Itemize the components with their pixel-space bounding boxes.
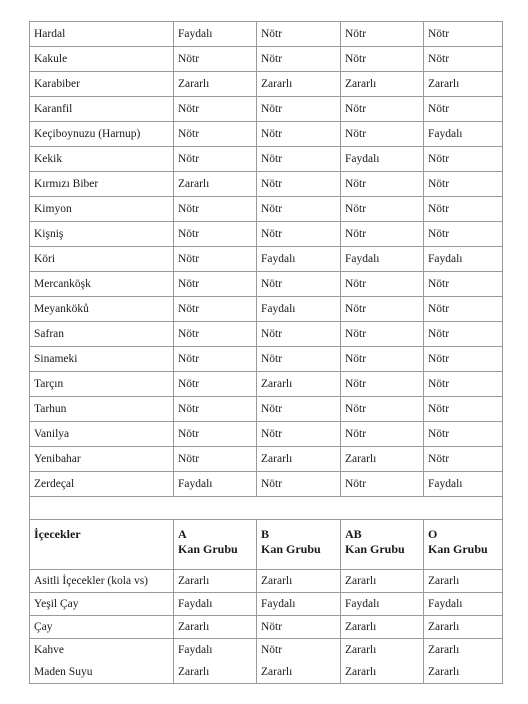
table-row — [30, 22, 503, 47]
table-row — [30, 397, 503, 422]
rating-cell: Faydalı — [174, 593, 257, 616]
rating-cell: Zararlı — [174, 570, 257, 593]
rating-cell: Faydalı — [341, 247, 424, 272]
table-row — [30, 616, 503, 639]
item-name-cell: Sinameki — [30, 347, 174, 372]
rating-cell: Nötr — [424, 347, 503, 372]
table-row — [30, 222, 503, 247]
rating-cell: Zararlı — [257, 447, 341, 472]
item-name-cell: Karanfil — [30, 97, 174, 122]
table-row — [30, 661, 503, 684]
rating-cell: Nötr — [174, 147, 257, 172]
rating-cell: Nötr — [424, 447, 503, 472]
table-row — [30, 472, 503, 497]
rating-cell: Nötr — [341, 97, 424, 122]
rating-cell: Nötr — [257, 47, 341, 72]
rating-cell: Nötr — [174, 372, 257, 397]
group-text: Kan Grubu — [345, 542, 405, 556]
rating-cell: Nötr — [424, 272, 503, 297]
table-row — [30, 122, 503, 147]
table-row — [30, 172, 503, 197]
rating-cell: Nötr — [341, 397, 424, 422]
rating-cell: Zararlı — [341, 616, 424, 639]
rating-cell: Nötr — [341, 372, 424, 397]
rating-cell: Nötr — [341, 422, 424, 447]
spacer-cell — [30, 497, 503, 520]
rating-cell: Faydalı — [174, 22, 257, 47]
header-group-o — [424, 520, 503, 570]
rating-cell: Nötr — [424, 97, 503, 122]
rating-cell: Nötr — [257, 347, 341, 372]
rating-cell: Zararlı — [174, 72, 257, 97]
rating-cell: Nötr — [424, 147, 503, 172]
rating-cell: Nötr — [257, 472, 341, 497]
rating-cell: Nötr — [174, 297, 257, 322]
rating-cell: Nötr — [424, 47, 503, 72]
item-name-cell: Maden Suyu — [30, 661, 174, 684]
rating-cell: Nötr — [341, 297, 424, 322]
rating-cell: Zararlı — [341, 639, 424, 662]
item-name-cell: Safran — [30, 322, 174, 347]
rating-cell: Zararlı — [257, 570, 341, 593]
spacer-row — [30, 497, 503, 520]
rating-cell: Nötr — [174, 422, 257, 447]
group-letter: AB — [345, 527, 362, 541]
rating-cell: Nötr — [424, 372, 503, 397]
rating-cell: Faydalı — [424, 122, 503, 147]
item-name-cell: Kişniş — [30, 222, 174, 247]
rating-cell: Nötr — [424, 22, 503, 47]
rating-cell: Nötr — [174, 97, 257, 122]
rating-cell: Nötr — [424, 222, 503, 247]
rating-cell: Zararlı — [424, 72, 503, 97]
group-letter: B — [261, 527, 270, 541]
table-row — [30, 72, 503, 97]
rating-cell: Nötr — [174, 222, 257, 247]
item-name-cell: Asitli İçecekler (kola vs) — [30, 570, 174, 593]
item-name-cell: Hardal — [30, 22, 174, 47]
table-row — [30, 97, 503, 122]
item-name-cell: Kekik — [30, 147, 174, 172]
rating-cell: Faydalı — [424, 247, 503, 272]
item-name-cell: Mercanköşk — [30, 272, 174, 297]
rating-cell: Faydalı — [341, 593, 424, 616]
rating-cell: Nötr — [257, 97, 341, 122]
group-letter: A — [178, 527, 187, 541]
group-text: Kan Grubu — [428, 542, 488, 556]
drinks-header-label: İçecekler — [30, 520, 174, 570]
rating-cell: Nötr — [257, 639, 341, 662]
table-row — [30, 322, 503, 347]
table-row — [30, 570, 503, 593]
rating-cell: Nötr — [424, 422, 503, 447]
rating-cell: Nötr — [257, 172, 341, 197]
rating-cell: Nötr — [174, 322, 257, 347]
spice-rows — [30, 22, 503, 497]
item-name-cell: Tarçın — [30, 372, 174, 397]
rating-cell: Nötr — [341, 347, 424, 372]
group-text: Kan Grubu — [261, 542, 321, 556]
rating-cell: Nötr — [257, 422, 341, 447]
rating-cell: Nötr — [341, 22, 424, 47]
table-row — [30, 447, 503, 472]
rating-cell: Zararlı — [424, 661, 503, 684]
rating-cell: Zararlı — [174, 172, 257, 197]
rating-cell: Nötr — [341, 472, 424, 497]
rating-cell: Nötr — [341, 172, 424, 197]
table-row — [30, 272, 503, 297]
header-group-a — [174, 520, 257, 570]
rating-cell: Zararlı — [174, 616, 257, 639]
item-name-cell: Kakule — [30, 47, 174, 72]
rating-cell: Faydalı — [341, 147, 424, 172]
rating-cell: Nötr — [257, 22, 341, 47]
rating-cell: Faydalı — [257, 593, 341, 616]
rating-cell: Nötr — [174, 272, 257, 297]
rating-cell: Zararlı — [257, 661, 341, 684]
rating-cell: Zararlı — [341, 447, 424, 472]
rating-cell: Nötr — [341, 122, 424, 147]
rating-cell: Nötr — [174, 397, 257, 422]
table-row — [30, 47, 503, 72]
group-text: Kan Grubu — [178, 542, 238, 556]
item-name-cell: Yeşil Çay — [30, 593, 174, 616]
rating-cell: Zararlı — [424, 616, 503, 639]
rating-cell: Faydalı — [257, 247, 341, 272]
rating-cell: Nötr — [341, 197, 424, 222]
rating-cell: Zararlı — [257, 372, 341, 397]
rating-cell: Nötr — [257, 147, 341, 172]
rating-cell: Zararlı — [257, 72, 341, 97]
rating-cell: Nötr — [257, 197, 341, 222]
header-group-b — [257, 520, 341, 570]
rating-cell: Nötr — [174, 197, 257, 222]
rating-cell: Nötr — [257, 222, 341, 247]
rating-cell: Nötr — [341, 222, 424, 247]
rating-cell: Nötr — [341, 47, 424, 72]
item-name-cell: Keçiboynuzu (Harnup) — [30, 122, 174, 147]
rating-cell: Nötr — [424, 297, 503, 322]
item-name-cell: Kimyon — [30, 197, 174, 222]
rating-cell: Zararlı — [341, 72, 424, 97]
rating-cell: Nötr — [257, 397, 341, 422]
item-name-cell: Meyanköků — [30, 297, 174, 322]
rating-cell: Zararlı — [424, 570, 503, 593]
rating-cell: Zararlı — [341, 570, 424, 593]
blood-type-food-table — [29, 21, 503, 684]
rating-cell: Faydalı — [424, 472, 503, 497]
rating-cell: Nötr — [174, 122, 257, 147]
item-name-cell: Tarhun — [30, 397, 174, 422]
drinks-header-row — [30, 520, 503, 570]
drink-rows — [30, 570, 503, 684]
rating-cell: Nötr — [424, 172, 503, 197]
rating-cell: Nötr — [174, 447, 257, 472]
item-name-cell: Kırmızı Biber — [30, 172, 174, 197]
item-name-cell: Çay — [30, 616, 174, 639]
table-row — [30, 297, 503, 322]
rating-cell: Nötr — [257, 322, 341, 347]
item-name-cell: Vanilya — [30, 422, 174, 447]
rating-cell: Nötr — [424, 397, 503, 422]
table-row — [30, 593, 503, 616]
item-name-cell: Yenibahar — [30, 447, 174, 472]
rating-cell: Nötr — [341, 322, 424, 347]
rating-cell: Zararlı — [174, 661, 257, 684]
rating-cell: Nötr — [341, 272, 424, 297]
rating-cell: Faydalı — [424, 593, 503, 616]
rating-cell: Nötr — [424, 322, 503, 347]
table-row — [30, 147, 503, 172]
table-row — [30, 372, 503, 397]
item-name-cell: Karabiber — [30, 72, 174, 97]
rating-cell: Nötr — [174, 247, 257, 272]
rating-cell: Nötr — [257, 272, 341, 297]
rating-cell: Nötr — [257, 616, 341, 639]
table-row — [30, 639, 503, 662]
rating-cell: Zararlı — [424, 639, 503, 662]
rating-cell: Nötr — [424, 197, 503, 222]
table-row — [30, 247, 503, 272]
group-letter: O — [428, 527, 438, 541]
item-name-cell: Köri — [30, 247, 174, 272]
rating-cell: Faydalı — [174, 472, 257, 497]
item-name-cell: Zerdeçal — [30, 472, 174, 497]
table-row — [30, 197, 503, 222]
rating-cell: Nötr — [174, 347, 257, 372]
rating-cell: Nötr — [257, 122, 341, 147]
item-name-cell: Kahve — [30, 639, 174, 662]
header-group-ab — [341, 520, 424, 570]
rating-cell: Faydalı — [174, 639, 257, 662]
rating-cell: Nötr — [174, 47, 257, 72]
table-row — [30, 347, 503, 372]
rating-cell: Faydalı — [257, 297, 341, 322]
rating-cell: Zararlı — [341, 661, 424, 684]
table-row — [30, 422, 503, 447]
